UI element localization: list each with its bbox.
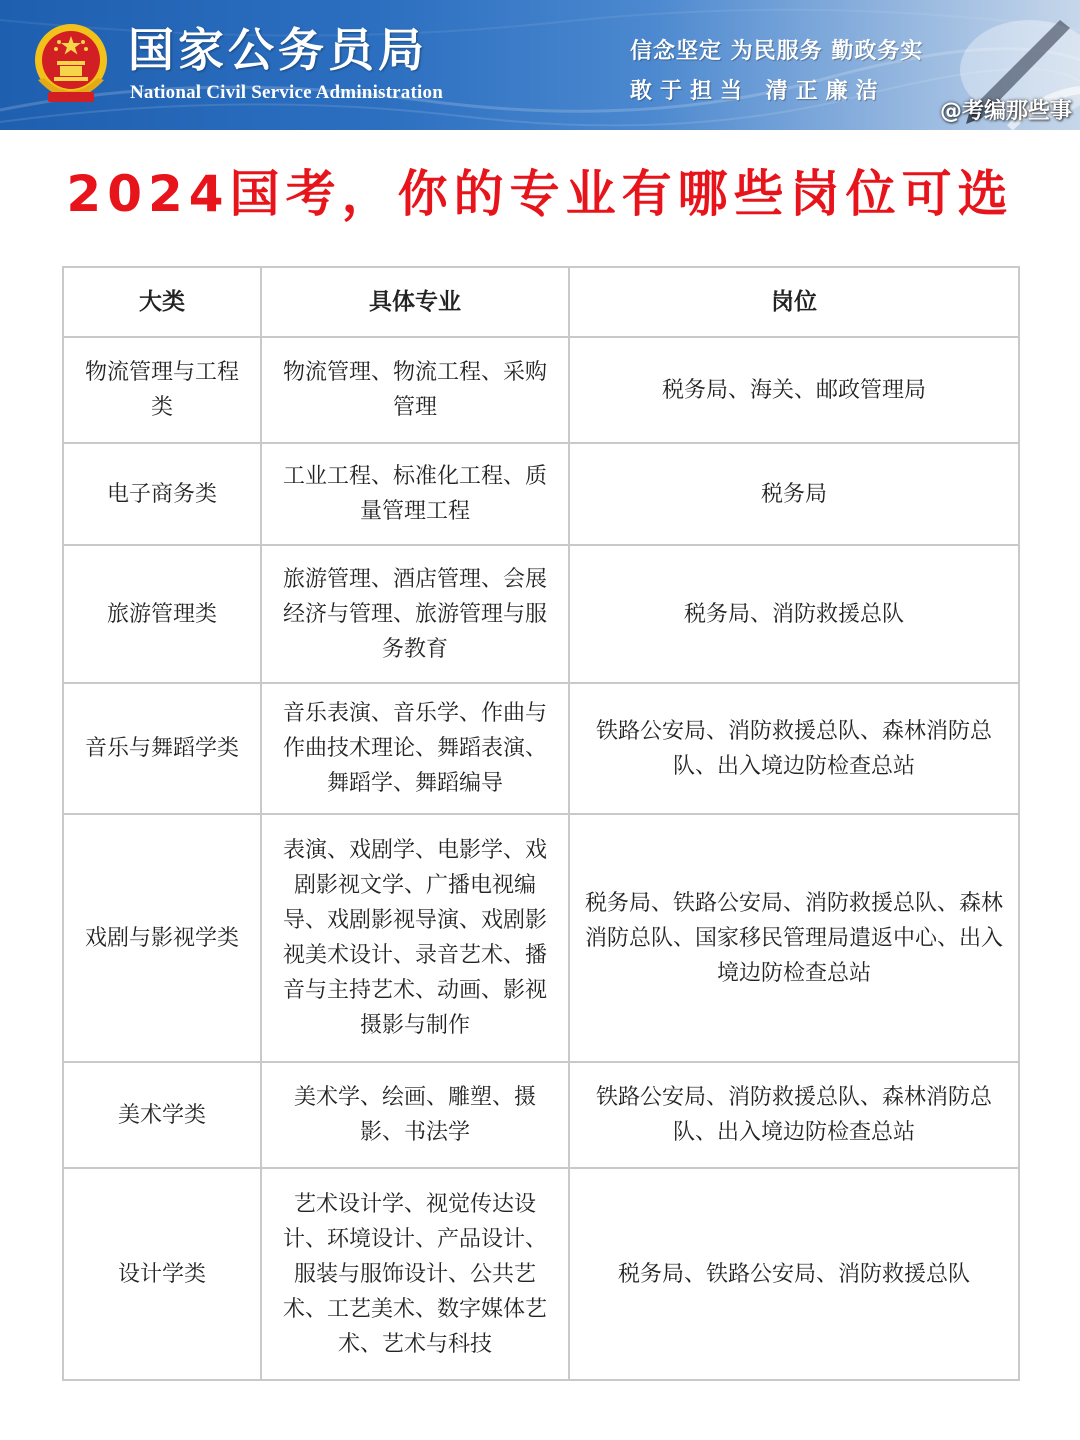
cell-category: 音乐与舞蹈学类 bbox=[63, 683, 261, 814]
cell-majors: 表演、戏剧学、电影学、戏剧影视文学、广播电视编导、戏剧影视导演、戏剧影视美术设计、录音艺术、播音与主持艺术、动画、影视摄影与制作 bbox=[261, 814, 569, 1062]
slogan-line-1: 信念坚定 为民服务 勤政务实 bbox=[630, 39, 924, 64]
cell-category: 旅游管理类 bbox=[63, 545, 261, 683]
cell-positions: 税务局、铁路公安局、消防救援总队、森林消防总队、国家移民管理局遣返中心、出入境边防检查总站 bbox=[569, 814, 1019, 1062]
slogan-line-2: 敢于担当 清正廉洁 bbox=[630, 79, 886, 104]
cell-majors: 音乐表演、音乐学、作曲与作曲技术理论、舞蹈表演、舞蹈学、舞蹈编导 bbox=[261, 683, 569, 814]
table-row bbox=[63, 545, 1019, 683]
org-name-en: National Civil Service Administration bbox=[130, 82, 443, 103]
cell-positions: 铁路公安局、消防救援总队、森林消防总队、出入境边防检查总站 bbox=[569, 683, 1019, 814]
org-name-cn: 国家公务员局 bbox=[128, 23, 428, 77]
header-banner bbox=[0, 0, 1080, 130]
cell-category: 美术学类 bbox=[63, 1062, 261, 1168]
cell-category: 电子商务类 bbox=[63, 443, 261, 545]
cell-category: 设计学类 bbox=[63, 1168, 261, 1380]
header-category: 大类 bbox=[63, 267, 261, 337]
page-title: 2024国考，你的专业有哪些岗位可选 bbox=[66, 165, 1014, 223]
cell-majors: 工业工程、标准化工程、质量管理工程 bbox=[261, 443, 569, 545]
table-row bbox=[63, 683, 1019, 814]
national-emblem-icon bbox=[32, 20, 110, 108]
table-row bbox=[63, 443, 1019, 545]
header-positions: 岗位 bbox=[569, 267, 1019, 337]
table-row bbox=[63, 1168, 1019, 1380]
cell-majors: 艺术设计学、视觉传达设计、环境设计、产品设计、服装与服饰设计、公共艺术、工艺美术、数字媒体艺术、艺术与科技 bbox=[261, 1168, 569, 1380]
cell-majors: 物流管理、物流工程、采购管理 bbox=[261, 337, 569, 443]
cell-majors: 旅游管理、酒店管理、会展经济与管理、旅游管理与服务教育 bbox=[261, 545, 569, 683]
header-majors: 具体专业 bbox=[261, 267, 569, 337]
cell-positions: 税务局、海关、邮政管理局 bbox=[569, 337, 1019, 443]
cell-category: 物流管理与工程类 bbox=[63, 337, 261, 443]
table-row bbox=[63, 337, 1019, 443]
majors-table-container bbox=[62, 266, 1018, 1381]
table-row bbox=[63, 814, 1019, 1062]
cell-category: 戏剧与影视学类 bbox=[63, 814, 261, 1062]
cell-positions: 税务局、铁路公安局、消防救援总队 bbox=[569, 1168, 1019, 1380]
majors-positions-table bbox=[62, 266, 1020, 1381]
cell-positions: 税务局 bbox=[569, 443, 1019, 545]
cell-majors: 美术学、绘画、雕塑、摄影、书法学 bbox=[261, 1062, 569, 1168]
table-header-row bbox=[63, 267, 1019, 337]
watermark-text: @考编那些事 bbox=[939, 99, 1072, 124]
cell-positions: 税务局、消防救援总队 bbox=[569, 545, 1019, 683]
cell-positions: 铁路公安局、消防救援总队、森林消防总队、出入境边防检查总站 bbox=[569, 1062, 1019, 1168]
table-row bbox=[63, 1062, 1019, 1168]
